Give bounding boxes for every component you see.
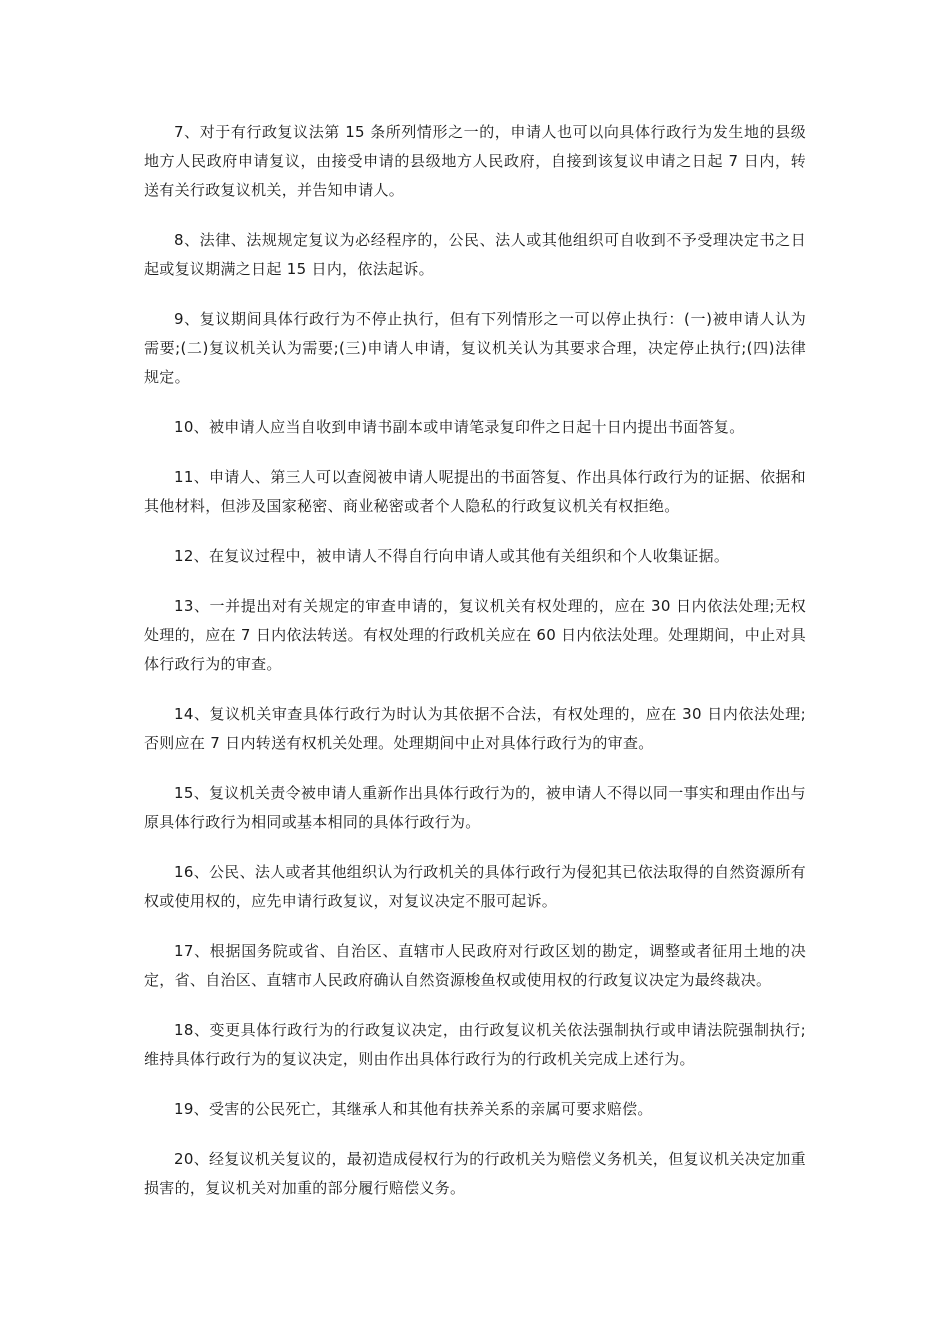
paragraph-12: 12、在复议过程中，被申请人不得自行向申请人或其他有关组织和个人收集证据。 [174,547,730,565]
paragraph-15: 15、复议机关责令被申请人重新作出具体行政行为的，被申请人不得以同一事实和理由作出与原具体行政行为相同或基本相同的具体行政行为。 [144,784,806,831]
paragraph-16: 16、公民、法人或者其他组织认为行政机关的具体行政行为侵犯其已依法取得的自然资源所有权或使用权的，应先申请行政复议，对复议决定不服可起诉。 [144,863,806,910]
paragraph-17: 17、根据国务院或省、自治区、直辖市人民政府对行政区划的勘定，调整或者征用土地的决定，省、自治区、直辖市人民政府确认自然资源梭鱼权或使用权的行政复议决定为最终裁决。 [144,942,806,989]
paragraph-14: 14、复议机关审查具体行政行为时认为其依据不合法，有权处理的，应在 30 日内依法处理;否则应在 7 日内转送有权机关处理。处理期间中止对具体行政行为的审查。 [144,705,806,752]
paragraph-9: 9、复议期间具体行政行为不停止执行，但有下列情形之一可以停止执行：(一)被申请人认为需要;(二)复议机关认为需要;(三)申请人申请，复议机关认为其要求合理，决定停止执行;(四)法律规定。 [144,310,806,386]
paragraph-13: 13、一并提出对有关规定的审查申请的，复议机关有权处理的，应在 30 日内依法处理;无权处理的，应在 7 日内依法转送。有权处理的行政机关应在 60 日内依法处理。处理期间，中止对具体行政行为的审查。 [144,597,806,673]
paragraph-19: 19、受害的公民死亡，其继承人和其他有扶养关系的亲属可要求赔偿。 [174,1100,653,1118]
paragraph-18: 18、变更具体行政行为的行政复议决定，由行政复议机关依法强制执行或申请法院强制执行;维持具体行政行为的复议决定，则由作出具体行政行为的行政机关完成上述行为。 [144,1021,806,1068]
paragraph-11: 11、申请人、第三人可以查阅被申请人呢提出的书面答复、作出具体行政行为的证据、依据和其他材料，但涉及国家秘密、商业秘密或者个人隐私的行政复议机关有权拒绝。 [144,468,806,515]
paragraph-20: 20、经复议机关复议的，最初造成侵权行为的行政机关为赔偿义务机关，但复议机关决定加重损害的，复议机关对加重的部分履行赔偿义务。 [144,1150,806,1197]
paragraph-7: 7、对于有行政复议法第 15 条所列情形之一的，申请人也可以向具体行政行为发生地的县级地方人民政府申请复议，由接受申请的县级地方人民政府，自接到该复议申请之日起 7 日内，转送有关行政复议机关，并告知申请人。 [144,123,806,199]
paragraph-10: 10、被申请人应当自收到申请书副本或申请笔录复印件之日起十日内提出书面答复。 [174,418,745,436]
paragraph-8: 8、法律、法规规定复议为必经程序的，公民、法人或其他组织可自收到不予受理决定书之日起或复议期满之日起 15 日内，依法起诉。 [144,231,806,278]
document-body [144,118,806,1224]
